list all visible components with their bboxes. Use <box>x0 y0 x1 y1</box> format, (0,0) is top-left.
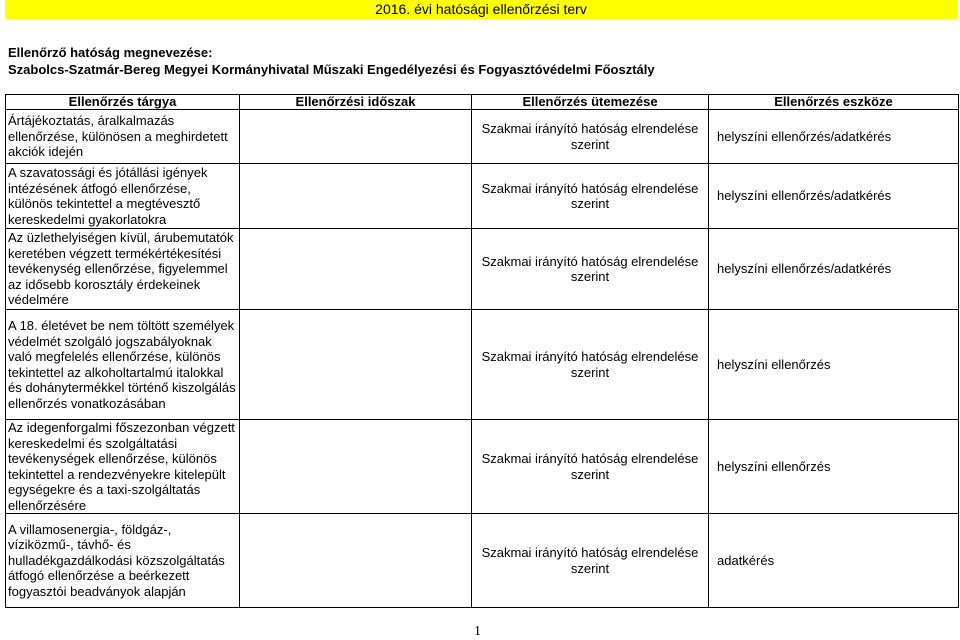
header-subject: Ellenőrzés tárgya <box>6 95 240 110</box>
cell-tool: helyszíni ellenőrzés <box>709 310 959 420</box>
authority-name: Szabolcs-Szatmár-Bereg Megyei Kormányhivatal Műszaki Engedélyezési és Fogyasztóvédelmi Főosztály <box>8 62 655 77</box>
page-number: 1 <box>474 624 481 639</box>
cell-subject: A 18. életévet be nem töltött személyek védelmét szolgáló jogszabályoknak való megfelelés ellenőrzése, különös tekintettel az alkoholtartalmú italokkal és dohánytermékkel történő kiszolgálás ellenőrzés vonatkozásában <box>6 310 240 420</box>
cell-schedule: Szakmai irányító hatóság elrendelése szerint <box>472 420 709 514</box>
table-row <box>6 110 959 164</box>
table-row <box>6 420 959 514</box>
table-row <box>6 229 959 310</box>
cell-period <box>240 229 472 310</box>
cell-period <box>240 110 472 164</box>
cell-tool: helyszíni ellenőrzés/adatkérés <box>709 164 959 229</box>
header-tool: Ellenőrzés eszköze <box>709 95 959 110</box>
cell-period <box>240 310 472 420</box>
table-row <box>6 514 959 608</box>
cell-period <box>240 164 472 229</box>
table-header-row <box>6 95 959 110</box>
table-header <box>6 95 959 110</box>
cell-schedule: Szakmai irányító hatóság elrendelése szerint <box>472 164 709 229</box>
cell-tool: helyszíni ellenőrzés/adatkérés <box>709 229 959 310</box>
table-body <box>6 110 959 608</box>
cell-schedule: Szakmai irányító hatóság elrendelése szerint <box>472 310 709 420</box>
cell-period <box>240 420 472 514</box>
inspection-plan-table <box>5 94 959 608</box>
header-schedule: Ellenőrzés ütemezése <box>472 95 709 110</box>
header-period: Ellenőrzési időszak <box>240 95 472 110</box>
cell-tool: adatkérés <box>709 514 959 608</box>
cell-schedule: Szakmai irányító hatóság elrendelése szerint <box>472 514 709 608</box>
cell-tool: helyszíni ellenőrzés/adatkérés <box>709 110 959 164</box>
table-row <box>6 164 959 229</box>
cell-schedule: Szakmai irányító hatóság elrendelése szerint <box>472 229 709 310</box>
authority-label: Ellenőrző hatóság megnevezése: <box>8 45 213 60</box>
cell-subject: Az idegenforgalmi főszezonban végzett kereskedelmi és szolgáltatási tevékenységek ellenőrzése, különös tekintettel a rendezvényekre kitelepült egységekre és a taxi-szolgáltatás ellenőrzésére <box>6 420 240 514</box>
cell-tool: helyszíni ellenőrzés <box>709 420 959 514</box>
page-title: 2016. évi hatósági ellenőrzési terv <box>5 0 957 19</box>
cell-subject: A villamosenergia-, földgáz-, víziközmű-, távhő- és hulladékgazdálkodási közszolgáltatás átfogó ellenőrzése a beérkezett fogyasztói beadványok alapján <box>6 514 240 608</box>
table-row <box>6 310 959 420</box>
cell-schedule: Szakmai irányító hatóság elrendelése szerint <box>472 110 709 164</box>
cell-subject: A szavatossági és jótállási igények intézésének átfogó ellenőrzése, különös tekintettel a megtévesztő kereskedelmi gyakorlatokra <box>6 164 240 229</box>
cell-period <box>240 514 472 608</box>
cell-subject: Az üzlethelyiségen kívül, árubemutatók keretében végzett termékértékesítési tevékenység ellenőrzése, figyelemmel az idősebb korosztály érdekeinek védelmére <box>6 229 240 310</box>
cell-subject: Ártájékoztatás, áralkalmazás ellenőrzése, különösen a meghirdetett akciók idején <box>6 110 240 164</box>
